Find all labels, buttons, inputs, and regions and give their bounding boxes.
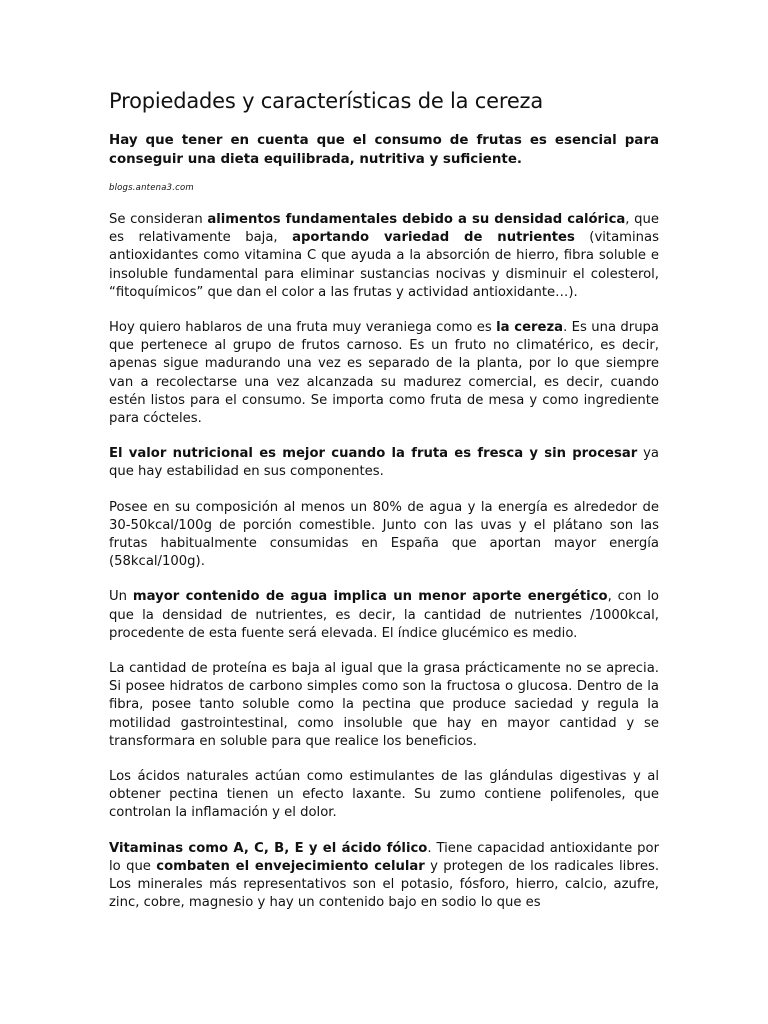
paragraph-text: ya que hay estabilidad en sus componentes. bbox=[109, 446, 660, 480]
bold-phrase: El valor nutricional es mejor cuando la fruta es fresca y sin procesar bbox=[109, 446, 638, 462]
paragraph-cereza bbox=[109, 319, 659, 428]
paragraph-protein bbox=[109, 660, 659, 751]
bold-phrase: la cereza bbox=[496, 320, 564, 336]
paragraph-text: Hoy quiero hablaros de una fruta muy veraniega como es bbox=[109, 320, 497, 336]
bold-phrase: aportando variedad de nutrientes bbox=[292, 230, 575, 246]
paragraph-text: , que es relativamente baja, bbox=[109, 212, 659, 246]
paragraph-text: y protegen de los radicales libres. Los minerales más representativos son el potasio, fósforo, hierro, calcio, azufre, zinc, cobre, magnesio y hay un contenido bajo en sodio lo que es bbox=[109, 858, 660, 911]
paragraph-text: Un bbox=[109, 589, 133, 605]
paragraph-text: (vitaminas antioxidantes como vitamina C que ayuda a la absorción de hierro, fibra soluble e insoluble fundamental para eliminar sustancias nocivas y disminuir el colesterol, “fitoquímicos” que dan el color a las frutas y actividad antioxidante…). bbox=[109, 230, 659, 300]
bold-phrase: Vitaminas como A, C, B, E y el ácido fólico bbox=[109, 840, 428, 856]
paragraph-text: Posee en su composición al menos un 80% de agua y la energía es alrededor de 30-50kcal/100g de porción comestible. Junto con las uvas y el plátano son las frutas habitualmente consumidas en España que aportan mayor energía (58kcal/100g). bbox=[109, 499, 659, 570]
bold-phrase: combaten el envejecimiento celular bbox=[156, 858, 425, 874]
paragraph-text: Se consideran bbox=[109, 212, 208, 227]
paragraph-water-content bbox=[109, 588, 659, 643]
paragraph-nutritional-value bbox=[109, 445, 659, 481]
source-attribution: blogs.antena3.com bbox=[109, 183, 194, 193]
paragraph-text: La cantidad de proteína es baja al igual que la grasa prácticamente no se aprecia. Si posee hidratos de carbono simples como son la fructosa o glucosa. Dentro de la fibra, posee tanto soluble como la pectina que produce saciedad y regula la motilidad gastrointestinal, como insoluble que hay en mayor cantidad y se transformara en soluble para que realice los beneficios. bbox=[109, 661, 659, 749]
document-body bbox=[109, 211, 659, 930]
paragraph-density bbox=[109, 211, 659, 302]
paragraph-text: Los ácidos naturales actúan como estimulantes de las glándulas digestivas y al obtener pectina tienen un efecto laxante. Su zumo contiene polifenoles, que controlan la inflamación y el dolor. bbox=[109, 769, 659, 821]
paragraph-text: . Es una drupa que pertenece al grupo de frutos carnoso. Es un fruto no climatérico, es decir, apenas sigue madurando una vez es separado de la planta, por lo que siempre van a recolectarse una vez alcanzada su madurez comercial, es decir, cuando estén listos para el consumo. Se importa como fruta de mesa y como ingrediente para cócteles. bbox=[109, 320, 660, 427]
paragraph-composition bbox=[109, 499, 659, 572]
paragraph-vitamins bbox=[109, 840, 659, 913]
bold-phrase: mayor contenido de agua implica un menor aporte energético bbox=[132, 589, 608, 605]
document-subtitle: Hay que tener en cuenta que el consumo de frutas es esencial para conseguir una dieta equilibrada, nutritiva y suficiente. bbox=[109, 133, 659, 167]
paragraph-text: , con lo que la densidad de nutrientes, es decir, la cantidad de nutrientes /1000kcal, procedente de esta fuente será elevada. El índice glucémico es medio. bbox=[109, 589, 659, 641]
document-title: Propiedades y características de la cereza bbox=[109, 89, 544, 113]
paragraph-acids bbox=[109, 768, 659, 823]
bold-phrase: alimentos fundamentales debido a su densidad calórica bbox=[207, 212, 626, 227]
paragraph-text: . Tiene capacidad antioxidante por lo que bbox=[109, 840, 659, 874]
